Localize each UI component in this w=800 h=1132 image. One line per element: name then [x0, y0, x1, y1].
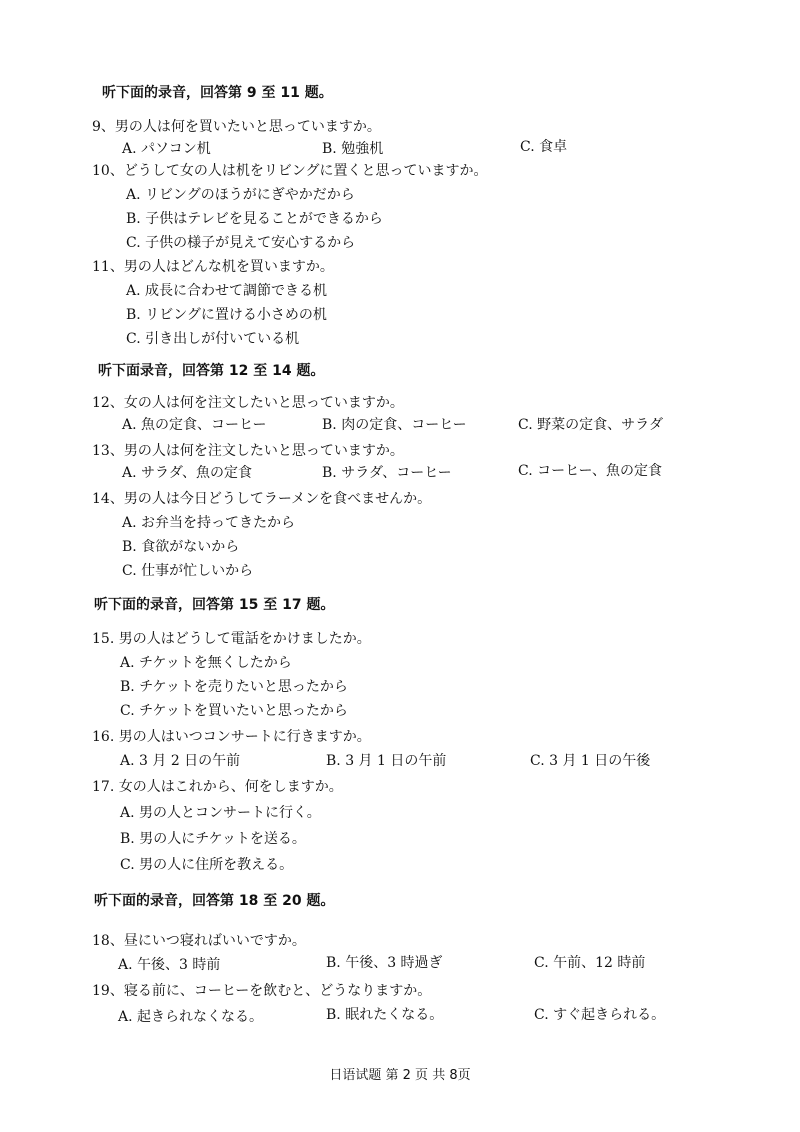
option: B. 食欲がないから [122, 539, 240, 555]
question-stem: 17. 女の人はこれから、何をしますか。 [92, 779, 343, 795]
question-stem: 16. 男の人はいつコンサートに行きますか。 [92, 729, 371, 745]
option: A. 起きられなくなる。 [118, 1009, 264, 1025]
option: A. サラダ、魚の定食 [122, 465, 253, 481]
option: B. 勉強机 [322, 141, 384, 157]
option: A. お弁当を持ってきたから [122, 515, 296, 531]
question-stem: 18、昼にいつ寝ればいいですか。 [92, 933, 306, 949]
option: B. 眠れたくなる。 [326, 1007, 444, 1023]
option: B. 子供はテレビを見ることができるから [126, 211, 383, 227]
option: B. 男の人にチケットを送る。 [120, 831, 306, 847]
option: C. 引き出しが付いている机 [126, 331, 300, 347]
option: C. 仕事が忙しいから [122, 563, 254, 579]
option: B. 肉の定食、コーヒー [322, 417, 467, 433]
option: A. パソコン机 [122, 141, 211, 157]
option: C. 3 月 1 日の午後 [530, 753, 651, 769]
option: B. 3 月 1 日の午前 [326, 753, 447, 769]
section-heading: 听下面的录音，回答第 15 至 17 题。 [94, 597, 335, 613]
section-heading: 听下面的录音，回答第 9 至 11 题。 [102, 85, 333, 101]
section-heading: 听下面录音，回答第 12 至 14 题。 [98, 363, 325, 379]
option: A. 午後、3 時前 [118, 957, 221, 973]
question-stem: 11、男の人はどんな机を買いますか。 [92, 259, 334, 275]
option: A. 成長に合わせて調節できる机 [126, 283, 328, 299]
option: C. 子供の様子が見えて安心するから [126, 235, 356, 251]
option: A. リビングのほうがにぎやかだから [126, 187, 355, 203]
question-stem: 15. 男の人はどうして電話をかけましたか。 [92, 631, 371, 647]
option: B. サラダ、コーヒー [322, 465, 452, 481]
question-stem: 19、寝る前に、コーヒーを飲むと、どうなりますか。 [92, 983, 432, 999]
option: C. 野菜の定食、サラダ [518, 417, 663, 433]
question-stem: 14、男の人は今日どうしてラーメンを食べませんか。 [92, 491, 432, 507]
question-stem: 13、男の人は何を注文したいと思っていますか。 [92, 443, 404, 459]
question-stem: 12、女の人は何を注文したいと思っていますか。 [92, 395, 404, 411]
option: C. 男の人に住所を教える。 [120, 857, 294, 873]
option: B. リビングに置ける小さめの机 [126, 307, 327, 323]
question-stem: 9、男の人は何を買いたいと思っていますか。 [92, 119, 381, 135]
option: C. チケットを買いたいと思ったから [120, 703, 348, 719]
page-footer: 日语试题 第 2 页 共 8页 [329, 1068, 471, 1083]
question-stem: 10、どうして女の人は机をリビングに置くと思っていますか。 [92, 163, 488, 179]
option: B. チケットを売りたいと思ったから [120, 679, 348, 695]
option: C. すぐ起きられる。 [534, 1007, 666, 1023]
option: A. 3 月 2 日の午前 [120, 753, 241, 769]
section-heading: 听下面的录音，回答第 18 至 20 题。 [94, 893, 335, 909]
option: B. 午後、3 時過ぎ [326, 955, 443, 971]
option: A. 魚の定食、コーヒー [122, 417, 267, 433]
option: A. 男の人とコンサートに行く。 [120, 805, 321, 821]
option: C. 午前、12 時前 [534, 955, 646, 971]
option: C. コーヒー、魚の定食 [518, 463, 662, 479]
option: A. チケットを無くしたから [120, 655, 292, 671]
option: C. 食卓 [520, 139, 568, 155]
